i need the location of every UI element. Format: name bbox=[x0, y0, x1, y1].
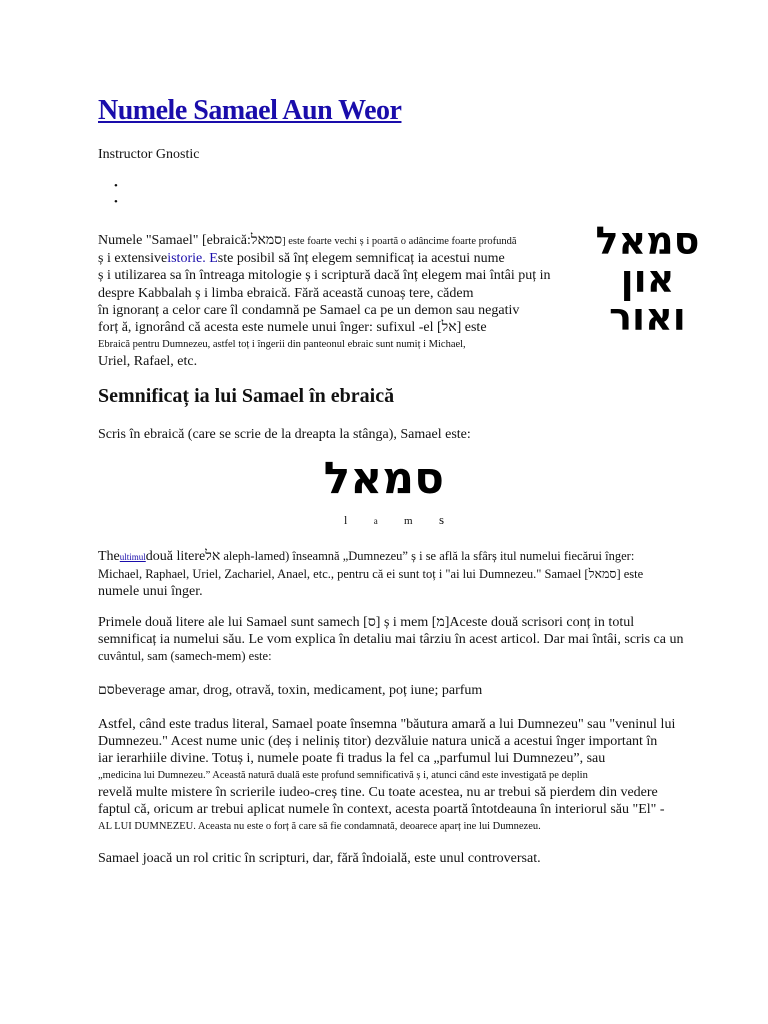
ultimul-link[interactable]: ultimul bbox=[119, 552, 146, 562]
intro-paragraph bbox=[98, 232, 583, 371]
hebrew-logo-line: ואור bbox=[609, 295, 686, 339]
translit-letter: m bbox=[404, 515, 413, 527]
translit-letter: s bbox=[438, 512, 444, 527]
intro-small-text: ] este foarte vechi ș i poartă o adâncime foarte profundă bbox=[282, 236, 517, 247]
hebrew-samael-image: סמאל bbox=[323, 453, 444, 504]
intro-text: ș i extensive bbox=[98, 251, 168, 267]
para-line: Primele două litere ale lui Samael sunt samech [ס] ș i mem [מ]Aceste două scrisori conț in totul bbox=[98, 615, 635, 630]
intro-line: despre Kabbalah ș i limba ebraică. Fără această cunoaș tere, cădem bbox=[98, 285, 474, 301]
intro-line: forț ă, ignorând că acesta este numele unui înger: sufixul -el [אל] este bbox=[98, 320, 487, 336]
page-title-link[interactable]: Numele Samael Aun Weor bbox=[98, 95, 402, 126]
para-line: Astfel, când este tradus literal, Samael poate însemna "băutura amară a lui Dumnezeu" sau "veninul lui bbox=[98, 717, 676, 732]
translit-letter: l bbox=[344, 513, 348, 527]
para-line: cuvântul, sam (samech-mem) este: bbox=[98, 649, 272, 663]
bullet-list bbox=[114, 178, 118, 210]
subtitle: Instructor Gnostic bbox=[98, 147, 200, 162]
paragraph-first-letters bbox=[98, 614, 713, 665]
para-text: două litere bbox=[145, 549, 206, 564]
hebrew-name-image bbox=[590, 219, 705, 339]
closing-paragraph: Samael joacă un rol critic în scripturi, dar, fără îndoială, este unul controversat. bbox=[98, 851, 541, 866]
para-text: The bbox=[98, 549, 120, 564]
para-line: revelă multe mistere în scrierile iudeo-creș tine. Cu toate acestea, nu ar trebui să pierdem din vedere bbox=[98, 785, 658, 800]
para-line: Michael, Raphael, Uriel, Zachariel, Anael, etc., pentru că ei sunt toț i "ai lui Dumnezeu." Samael [סמאל] este bbox=[98, 567, 644, 581]
list-item bbox=[114, 178, 118, 194]
paragraph-last-letters bbox=[98, 548, 713, 600]
para-line: semnificaț ia numelui său. Le vom explica în detaliu mai târziu în acest articol. Dar mai întâi, scris ca un bbox=[98, 632, 684, 647]
para-text: aleph-lamed) înseamnă „Dumnezeu” ș i se află la sfârș itul numelui fiecărui înger: bbox=[220, 549, 635, 563]
intro-text: ste posibil să înț elegem semnificaț ia acestui nume bbox=[217, 251, 505, 267]
intro-line-small: Ebraică pentru Dumnezeu, astfel toț i îngerii din panteonul ebraic sunt numiț i Michael, bbox=[98, 339, 466, 351]
history-link[interactable]: istorie. E bbox=[167, 251, 218, 267]
para-line: iar ierarhiile divine. Totuș i, numele poate fi tradus la fel ca „parfumul lui Dumnezeu”, sau bbox=[98, 751, 606, 766]
definition-text: beverage amar, drog, otravă, toxin, medicament, poț iune; parfum bbox=[114, 683, 483, 698]
para-line: numele unui înger. bbox=[98, 584, 203, 599]
intro-line: Uriel, Rafael, etc. bbox=[98, 354, 198, 370]
intro-line: în ignoranț a celor care îl condamnă pe Samael ca pe un demon sau negativ bbox=[98, 302, 520, 318]
hebrew-inline: סמאל bbox=[250, 233, 283, 248]
hebrew-logo-line: און bbox=[620, 257, 675, 301]
para-line-small: AL LUI DUMNEZEU. Aceasta nu este o forț ă care să fie condamnată, deoarece aparț ine lui Dumnezeu. bbox=[98, 821, 541, 832]
hebrew-logo-line: סמאל bbox=[595, 219, 700, 263]
definition-line bbox=[98, 682, 713, 699]
para-line: Dumnezeu." Acest nume unic (deș i neliniș titor) dezvăluie natura unică a acestui înger important în bbox=[98, 734, 658, 749]
translit-letter: a bbox=[373, 516, 378, 526]
intro-line: ș i utilizarea sa în întreaga mitologie ș i scriptură dacă înț elegem mai întâi puț in bbox=[98, 268, 551, 284]
section-heading: Semnificaț ia lui Samael în ebraică bbox=[98, 385, 395, 407]
intro-text: Numele "Samael" [ebraică: bbox=[98, 233, 251, 248]
para-line: faptul că, oricum ar trebui aplicat numele în context, acesta poartă întotdeauna în interiorul său "El" - bbox=[98, 802, 665, 817]
para-line-small: „medicina lui Dumnezeu.” Această natură duală este profund semnificativă ș i, atunci când este investigată pe deplin bbox=[98, 770, 588, 781]
list-item bbox=[114, 194, 118, 210]
written-in-hebrew-text: Scris în ebraică (care se scrie de la dreapta la stânga), Samael este: bbox=[98, 427, 471, 442]
paragraph-translation bbox=[98, 716, 713, 835]
hebrew-inline: אל bbox=[205, 549, 221, 564]
hebrew-inline: סם bbox=[98, 683, 115, 698]
transliteration bbox=[344, 512, 444, 528]
